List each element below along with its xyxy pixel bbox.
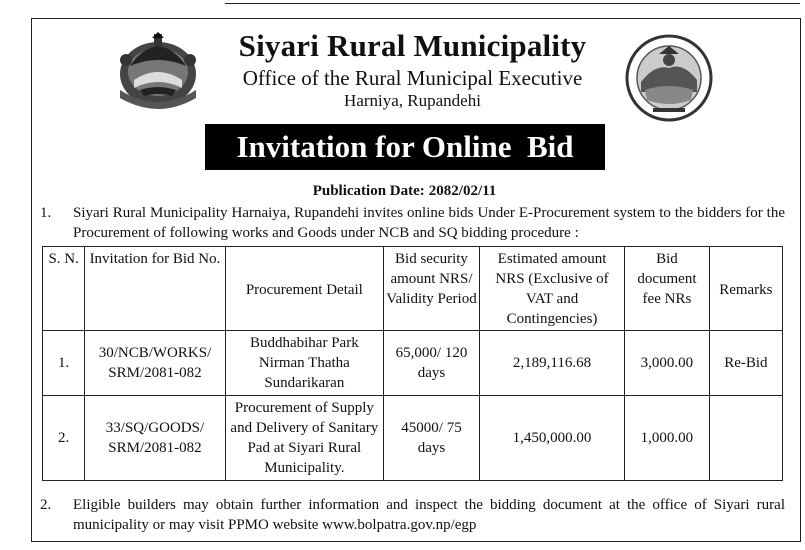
cell-sn: 1. bbox=[43, 331, 85, 396]
organization-name: Siyari Rural Municipality bbox=[238, 28, 587, 63]
bid-table bbox=[42, 246, 783, 481]
header-estimated: Estimated amount NRS (Exclusive of VAT and Contingencies) bbox=[479, 247, 624, 331]
top-rule bbox=[225, 3, 800, 4]
cell-procurement: Procurement of Supply and Delivery of Sanitary Pad at Siyari Rural Municipality. bbox=[225, 396, 383, 481]
publication-date-value: 2082/02/11 bbox=[428, 183, 497, 199]
office-name: Office of the Rural Municipal Executive bbox=[242, 66, 583, 90]
publication-date-line bbox=[0, 183, 805, 200]
notice-title-banner: Invitation for Online Bid bbox=[205, 124, 605, 170]
office-location: Harniya, Rupandehi bbox=[344, 91, 481, 110]
table-row bbox=[43, 331, 783, 396]
publication-date-label: Publication Date: bbox=[312, 183, 425, 199]
header-security: Bid security amount NRS/ Validity Period bbox=[384, 247, 480, 331]
table-header-row bbox=[43, 247, 783, 331]
cell-fee: 1,000.00 bbox=[625, 396, 710, 481]
paragraph-2-number: 2. bbox=[40, 497, 52, 513]
cell-procurement: Buddhabihar Park Nirman Thatha Sundarikaran bbox=[225, 331, 383, 396]
paragraph-2-text: Eligible builders may obtain further information and inspect the bidding document at the office of Siyari rural municipality or may visit PPMO website www.bolpatra.gov.np/egp bbox=[73, 497, 785, 533]
cell-estimated: 1,450,000.00 bbox=[479, 396, 624, 481]
paragraph-1 bbox=[40, 203, 785, 243]
header-fee: Bid document fee NRs bbox=[625, 247, 710, 331]
paragraph-1-text: Siyari Rural Municipality Harnaiya, Rupandehi invites online bids Under E-Procurement system to the bidders for the Procurement of following works and Goods under NCB and SQ bidding procedure : bbox=[73, 205, 785, 241]
cell-estimated: 2,189,116.68 bbox=[479, 331, 624, 396]
table-row bbox=[43, 396, 783, 481]
header-invitation: Invitation for Bid No. bbox=[85, 247, 225, 331]
cell-sn: 2. bbox=[43, 396, 85, 481]
cell-invitation: 30/NCB/WORKS/ SRM/2081-082 bbox=[85, 331, 225, 396]
header-remarks: Remarks bbox=[709, 247, 782, 331]
cell-security: 45000/ 75 days bbox=[384, 396, 480, 481]
cell-security: 65,000/ 120 days bbox=[384, 331, 480, 396]
paragraph-2 bbox=[40, 495, 785, 535]
header-sn: S. N. bbox=[43, 247, 85, 331]
cell-fee: 3,000.00 bbox=[625, 331, 710, 396]
cell-remarks: Re-Bid bbox=[709, 331, 782, 396]
cell-invitation: 33/SQ/GOODS/ SRM/2081-082 bbox=[85, 396, 225, 481]
paragraph-1-number: 1. bbox=[40, 205, 52, 221]
header-procurement: Procurement Detail bbox=[225, 247, 383, 331]
cell-remarks bbox=[709, 396, 782, 481]
